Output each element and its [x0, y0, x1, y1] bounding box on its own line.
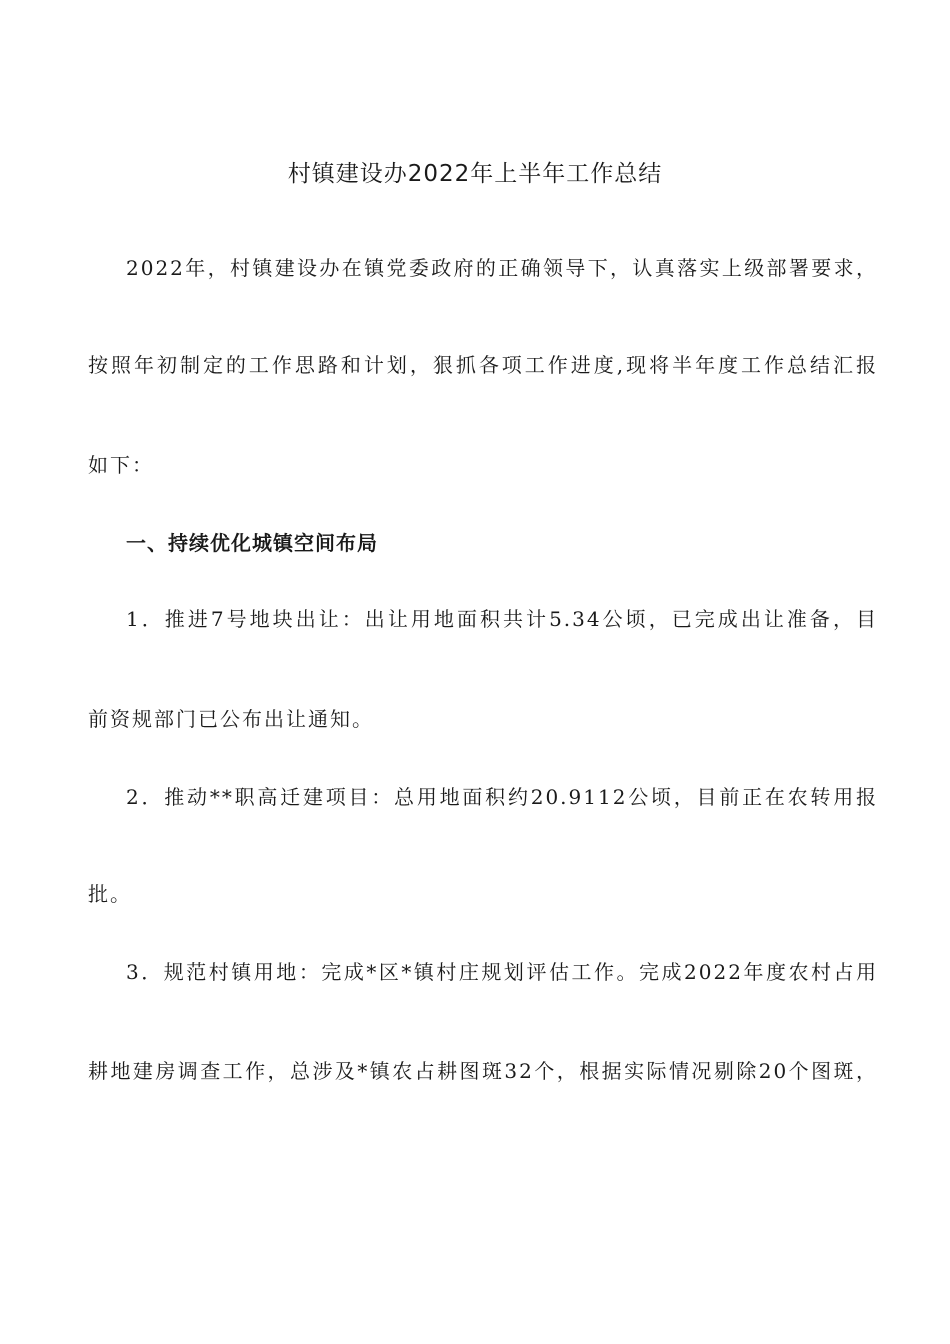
- document-title: 村镇建设办2022年上半年工作总结: [287, 161, 663, 187]
- item-1-line-2: 前资规部门已公布出让通知。: [88, 707, 374, 731]
- paragraph-intro-line-1: 2022年，村镇建设办在镇党委政府的正确领导下，认真落实上级部署要求，: [126, 256, 878, 280]
- paragraph-intro-line-3: 如下：: [88, 453, 154, 477]
- section-heading: 一、持续优化城镇空间布局: [126, 531, 378, 555]
- item-2-line-1: 2．推动**职高迁建项目：总用地面积约20.9112公顷，目前正在农转用报: [126, 785, 878, 809]
- item-3-line-2: 耕地建房调查工作，总涉及*镇农占耕图斑32个，根据实际情况剔除20个图斑，: [88, 1059, 878, 1083]
- paragraph-intro-line-2: 按照年初制定的工作思路和计划，狠抓各项工作进度,现将半年度工作总结汇报: [88, 353, 878, 377]
- item-2-line-2: 批。: [88, 882, 132, 906]
- item-1-line-1: 1．推进7号地块出让：出让用地面积共计5.34公顷，已完成出让准备，目: [126, 607, 878, 631]
- item-3-line-1: 3．规范村镇用地：完成*区*镇村庄规划评估工作。完成2022年度农村占用: [126, 960, 878, 984]
